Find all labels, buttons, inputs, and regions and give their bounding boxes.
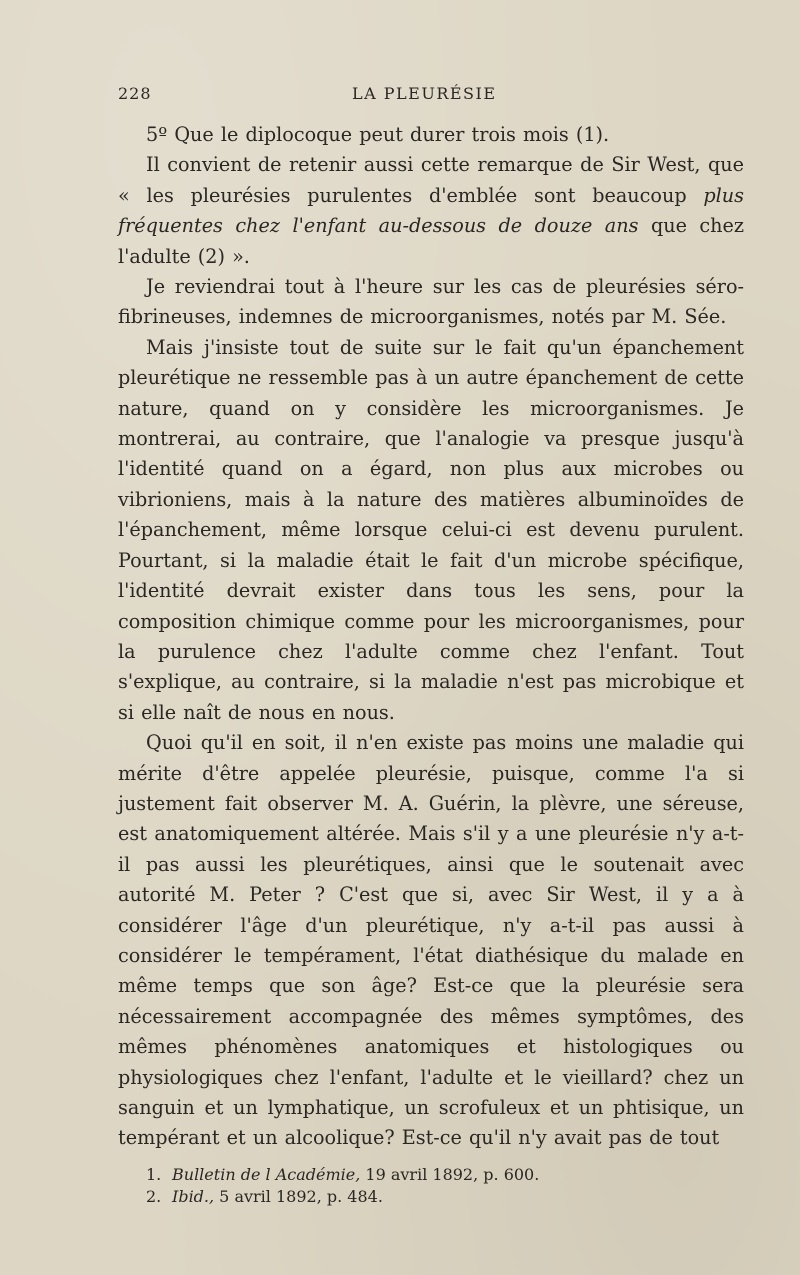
- footnotes: [146, 1164, 746, 1208]
- body-text: [118, 120, 744, 1154]
- footnote-source: Ibid.,: [172, 1187, 215, 1206]
- paragraph-text: Il convient de retenir aussi cette remarque de Sir West, que « les pleurésies purulentes d'emblée sont beaucoup: [118, 153, 744, 207]
- running-title: LA PLEURÉSIE: [352, 84, 497, 103]
- emphasis-text: plus fréquentes chez l'enfant au-dessous de douze ans: [118, 183, 744, 238]
- running-head: [118, 84, 748, 108]
- paragraph-text: que chez l'adulte (2) ».: [118, 214, 744, 268]
- footnote-number: 1.: [146, 1165, 162, 1184]
- paragraph-text: Mais j'insiste tout de suite sur le fait qu'un épanchement pleurétique ne ressemble pas à un autre épanchement de cette nature, quand on y considère les microorganismes. Je montrerai, au contraire, que l'analogie va presque jusqu'à l'identité quand on a égard, non plus aux microbes ou vibrioniens, mais à la nature des matières albuminoïdes de l'épanchement, même lorsque celui-ci est devenu purulent. Pourtant, si la maladie était le fait d'un microbe spécifique, l'identité devrait exister dans tous les sens, pour la composition chimique comme pour les microorganismes, pour la purulence chez l'adulte comme chez l'enfant. Tout s'explique, au contraire, si la maladie n'est pas microbique et si elle naît de nous en nous.: [118, 335, 744, 724]
- paragraph-text: Quoi qu'il en soit, il n'en existe pas moins une maladie qui mérite d'être appelée pleurésie, puisque, comme l'a si justement fait observer M. A. Guérin, la plèvre, une séreuse, est anatomiquement altérée. Mais s'il y a une pleurésie n'y a-t-il pas aussi les pleurétiques, ainsi que le soutenait avec autorité M. Peter ? C'est que si, avec Sir West, il y a à considérer l'âge d'un pleurétique, n'y a-t-il pas aussi à considérer le tempérament, l'état diathésique du malade en même temps que son âge? Est-ce que la pleurésie sera nécessairement accompagnée des mêmes symptômes, des mêmes phénomènes anatomiques et histologiques ou physiologiques chez l'enfant, l'adulte et le vieillard? chez un sanguin et un lymphatique, un scrofuleux et un phtisique, un tempérant et un alcoolique? Est-ce qu'il n'y avait pas de tout: [118, 731, 744, 1150]
- paragraph: [118, 728, 744, 1154]
- paragraph-text: Je reviendrai tout à l'heure sur les cas de pleurésies séro-fibrineuses, indemnes de microorganismes, notés par M. Sée.: [118, 275, 744, 329]
- footnote-detail: 19 avril 1892, p. 600.: [360, 1165, 540, 1184]
- footnote: [146, 1164, 746, 1186]
- paragraph: [118, 150, 744, 272]
- paragraph-text: 5º Que le diplocoque peut durer trois mois (1).: [146, 123, 610, 146]
- footnote-number: 2.: [146, 1187, 162, 1206]
- paragraph: [118, 272, 744, 333]
- page-number: 228: [118, 84, 152, 103]
- paragraph: [118, 120, 744, 150]
- footnote-detail: 5 avril 1892, p. 484.: [214, 1187, 383, 1206]
- footnote-source: Bulletin de l Académie,: [172, 1165, 361, 1184]
- paragraph: [118, 333, 744, 728]
- footnote: [146, 1186, 746, 1208]
